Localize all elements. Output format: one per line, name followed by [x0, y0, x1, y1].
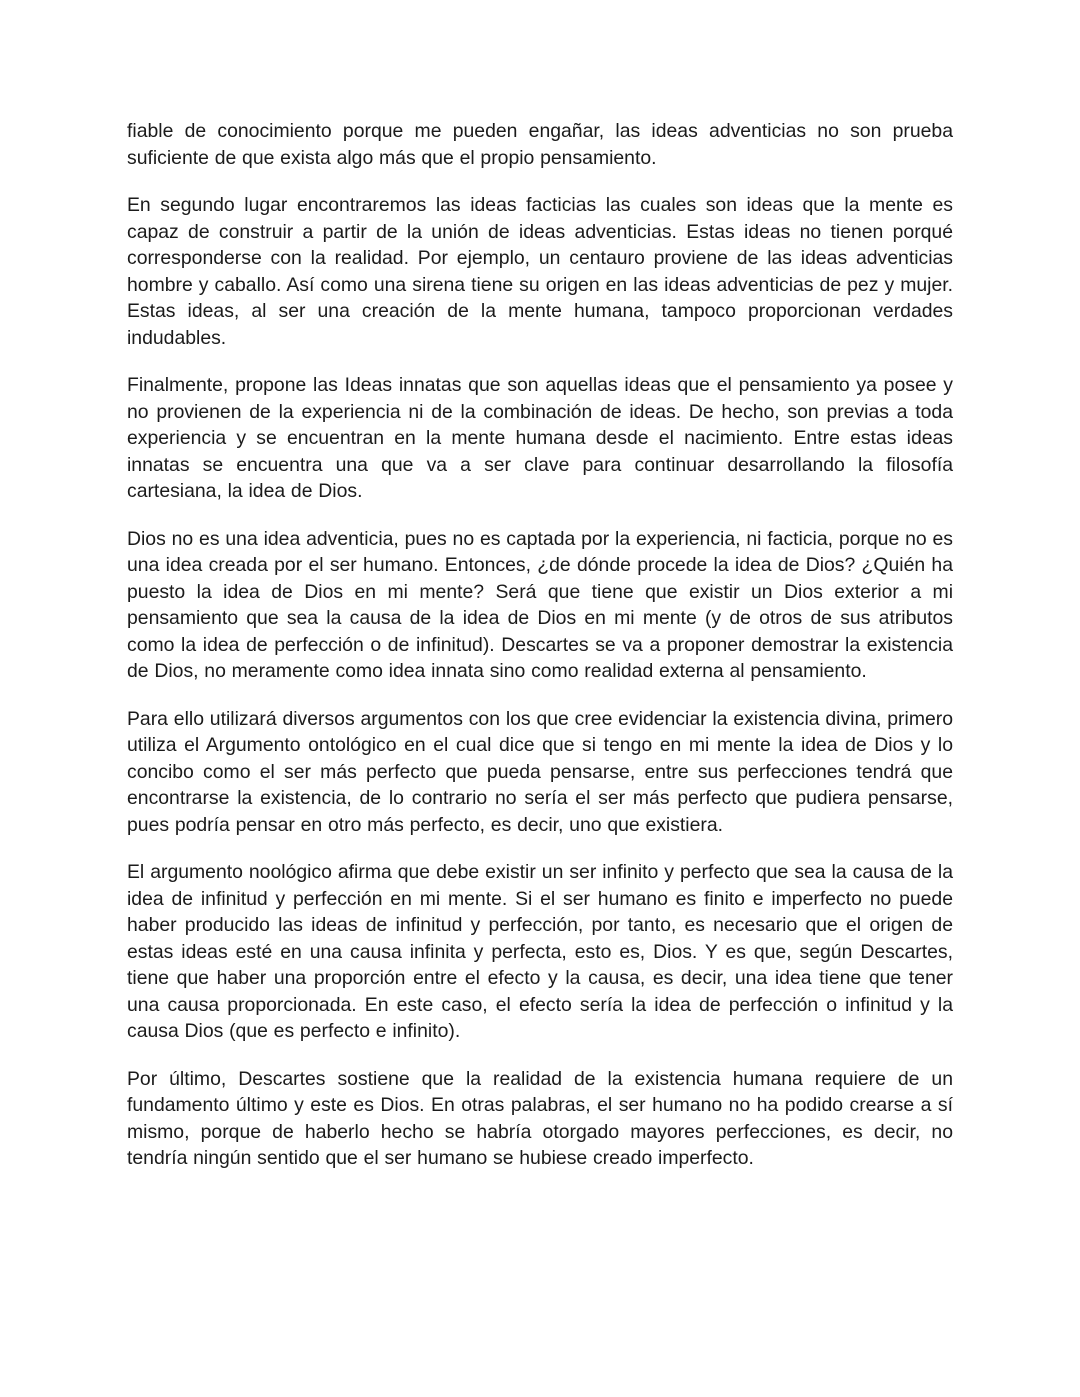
paragraph-adventicias-continuation: fiable de conocimiento porque me pueden engañar, las ideas adventicias no son prueba suficiente de que exista algo más que el propio pensamiento.	[127, 120, 953, 169]
paragraph-argumento-noologico: El argumento noológico afirma que debe existir un ser infinito y perfecto que sea la causa de la idea de infinitud y perfección en mi mente. Si el ser humano es finito e imperfecto no puede haber producido las ideas de infinitud y perfección, por tanto, es necesario que el origen de estas ideas esté en una causa infinita y perfecta, esto es, Dios. Y es que, según Descartes, tiene que haber una proporción entre el efecto y la causa, es decir, una idea tiene que tener una causa proporcionada. En este caso, el efecto sería la idea de perfección o infinitud y la causa Dios (que es perfecto e infinito).	[127, 861, 953, 1042]
paragraph-ideas-innatas: Finalmente, propone las Ideas innatas que son aquellas ideas que el pensamiento ya posee y no provienen de la experiencia ni de la combinación de ideas. De hecho, son previas a toda experiencia y se encuentran en la mente humana desde el nacimiento. Entre estas ideas innatas se encuentra una que va a ser clave para continuar desarrollando la filosofía cartesiana, la idea de Dios.	[127, 374, 953, 502]
paragraph-idea-de-dios: Dios no es una idea adventicia, pues no es captada por la experiencia, ni facticia, porque no es una idea creada por el ser humano. Entonces, ¿de dónde procede la idea de Dios? ¿Quién ha puesto la idea de Dios en mi mente? Será que tiene que existir un Dios exterior a mi pensamiento que sea la causa de la idea de Dios en mi mente (y de otros de sus atributos como la idea de perfección o de infinitud). Descartes se va a proponer demostrar la existencia de Dios, no meramente como idea innata sino como realidad externa al pensamiento.	[127, 527, 953, 682]
paragraph-argumento-ontologico: Para ello utilizará diversos argumentos con los que cree evidenciar la existencia divina, primero utiliza el Argumento ontológico en el cual dice que si tengo en mi mente la idea de Dios y lo concibo como el ser más perfecto que pueda pensarse, entre sus perfecciones tendrá que encontrarse la existencia, de lo contrario no sería el ser más perfecto que pudiera pensarse, pues podría pensar en otro más perfecto, es decir, uno que existiera.	[127, 707, 953, 836]
page-content	[127, 118, 953, 1172]
paragraph-ideas-facticias: En segundo lugar encontraremos las ideas facticias las cuales son ideas que la mente es capaz de construir a partir de la unión de ideas adventicias. Estas ideas no tienen porqué corresponderse con la realidad. Por ejemplo, un centauro proviene de las ideas adventicias hombre y caballo. Así como una sirena tiene su origen en las ideas adventicias de pez y mujer. Estas ideas, al ser una creación de la mente humana, tampoco proporcionan verdades indudables.	[127, 194, 953, 349]
paragraph-fundamento-ultimo: Por último, Descartes sostiene que la realidad de la existencia humana requiere de un fundamento último y este es Dios. En otras palabras, el ser humano no ha podido crearse a sí mismo, porque de haberlo hecho se habría otorgado mayores perfecciones, es decir, no tendría ningún sentido que el ser humano se hubiese creado imperfecto.	[127, 1067, 953, 1169]
